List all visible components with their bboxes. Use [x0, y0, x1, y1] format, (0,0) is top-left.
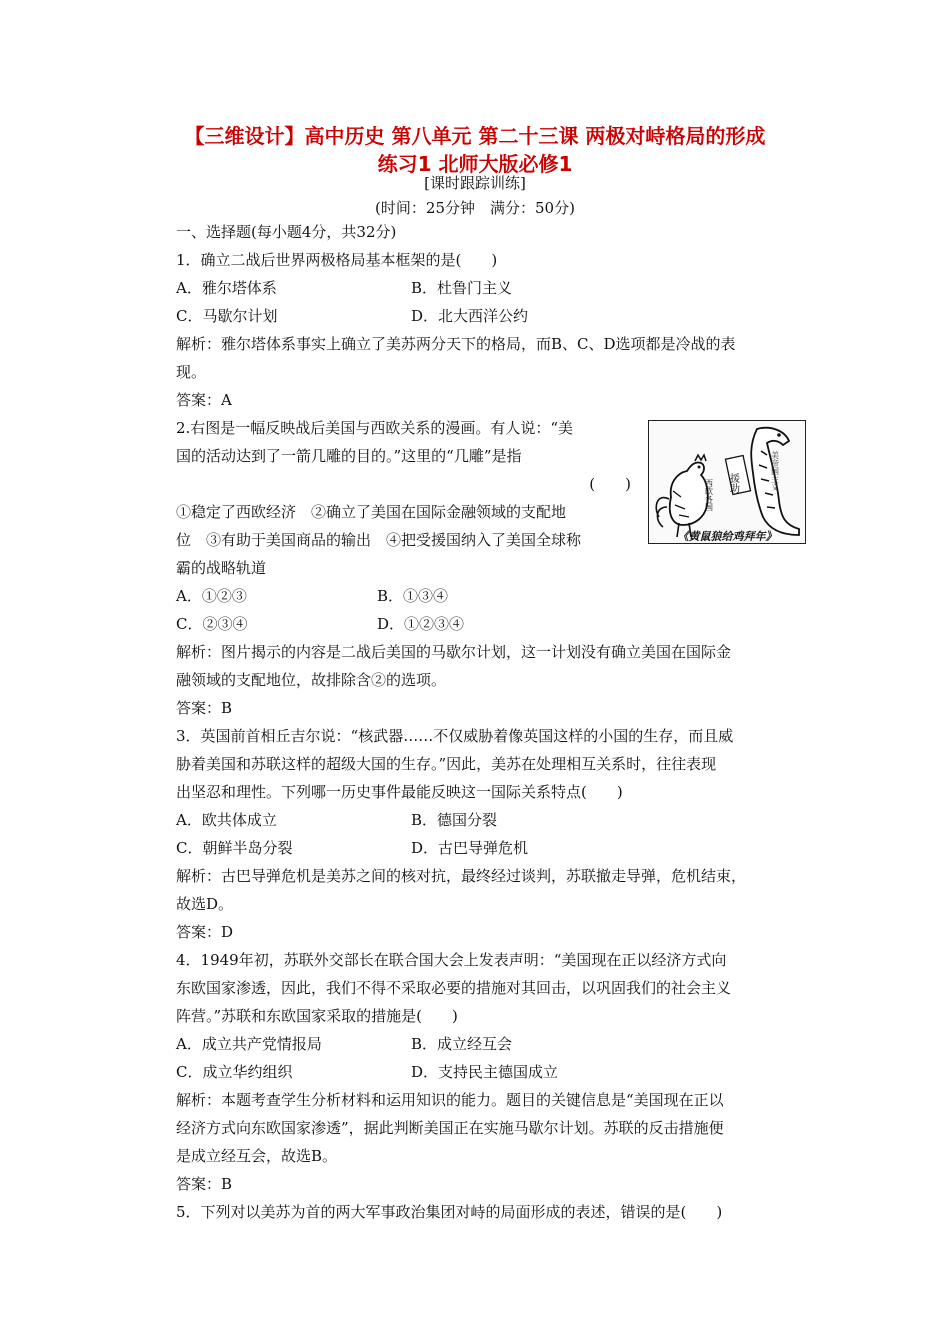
q2-analysis: 解析：图片揭示的内容是二战后美国的马歇尔计划，这一计划没有确立美国在国际金	[176, 643, 732, 661]
q2-options-row1	[176, 582, 816, 610]
q4-option-c: C．成立华约组织	[176, 1063, 293, 1081]
q1-option-b: B．杜鲁门主义	[411, 279, 513, 297]
q3-options-row2	[176, 834, 816, 862]
cartoon-caption: 《黄鼠狼给鸡拜年》	[677, 530, 777, 543]
q2-item-cont2: 霸的战略轨道	[176, 559, 267, 577]
q4-option-d: D．支持民主德国成立	[411, 1063, 559, 1081]
section-heading: 一、选择题(每小题4分，共32分)	[176, 223, 397, 241]
q3-option-a: A．欧共体成立	[176, 811, 277, 829]
doc-title-line2: 练习1 北师大版必修1	[377, 152, 573, 176]
q3-option-c: C．朝鲜半岛分裂	[176, 839, 293, 857]
doc-title-line1: 【三维设计】高中历史 第八单元 第二十三课 两极对峙格局的形成	[184, 124, 766, 148]
q2-analysis-cont: 融领域的支配地位，故排除含②的选项。	[176, 671, 447, 689]
q4-option-b: B．成立经互会	[411, 1035, 513, 1053]
q1-stem: 1．确立二战后世界两极格局基本框架的是( )	[176, 251, 498, 269]
q3-stem: 3．英国前首相丘吉尔说：“核武器……不仅威胁着像英国这样的小国的生存，而且威	[176, 727, 734, 745]
q4-options-row1	[176, 1030, 816, 1058]
q2-option-c: C．②③④	[176, 615, 248, 633]
q1-options-row2	[176, 302, 816, 330]
q2-answer: 答案：B	[176, 699, 233, 717]
q2-item: ①稳定了西欧经济 ②确立了美国在国际金融领域的支配地	[176, 503, 567, 521]
q3-analysis-cont: 故选D。	[176, 895, 234, 913]
cartoon-label-help: 援助	[727, 473, 739, 493]
q3-options-row1	[176, 806, 816, 834]
q4-analysis: 解析：本题考查学生分析材料和运用知识的能力。题目的关键信息是“美国现在正以	[176, 1091, 724, 1109]
q1-option-c: C．马歇尔计划	[176, 307, 278, 325]
q3-stem-cont: 胁着美国和苏联这样的超级大国的生存。”因此，美苏在处理相互关系时，往往表现	[176, 755, 717, 773]
q3-answer: 答案：D	[176, 923, 234, 941]
q2-stem: 2.右图是一幅反映战后美国与西欧关系的漫画。有人说：“美	[176, 419, 573, 437]
q4-answer: 答案：B	[176, 1175, 233, 1193]
q5-stem: 5．下列对以美苏为首的两大军事政治集团对峙的局面形成的表述，错误的是( )	[176, 1203, 723, 1221]
q3-option-b: B．德国分裂	[411, 811, 498, 829]
q4-options-row2	[176, 1058, 816, 1086]
cartoon-label-europe: 西欧各国	[704, 479, 714, 511]
q1-option-a: A．雅尔塔体系	[176, 279, 277, 297]
q2-options-row2	[176, 610, 816, 638]
q3-analysis: 解析：古巴导弹危机是美苏之间的核对抗，最终经过谈判，苏联撤走导弹，危机结束，	[176, 867, 747, 885]
q3-stem-cont2: 出坚忍和理性。下列哪一历史事件最能反映这一国际关系特点( )	[176, 783, 623, 801]
question-body	[176, 218, 816, 1226]
cartoon-image	[648, 420, 806, 544]
cartoon-label-us: 美帝国主义	[770, 451, 780, 491]
q2-option-d: D．①②③④	[377, 615, 465, 633]
q1-analysis: 解析：雅尔塔体系事实上确立了美苏两分天下的格局，而B、C、D选项都是冷战的表	[176, 335, 736, 353]
q2-option-a: A．①②③	[176, 587, 247, 605]
q4-option-a: A．成立共产党情报局	[176, 1035, 322, 1053]
cartoon-drawing	[649, 421, 805, 543]
doc-subtitle: [课时跟踪训练]	[424, 174, 526, 192]
q1-options-row1	[176, 274, 816, 302]
q2-stem-cont: 国的活动达到了一箭几雕的目的。”这里的“几雕”是指	[176, 447, 522, 465]
q3-option-d: D．古巴导弹危机	[411, 839, 529, 857]
q4-analysis-cont: 经济方式向东欧国家渗透”，据此判断美国正在实施马歇尔计划。苏联的反击措施便	[176, 1119, 724, 1137]
q1-analysis-cont: 现。	[176, 363, 207, 381]
q2-option-b: B．①③④	[377, 587, 449, 605]
q4-stem: 4．1949年初，苏联外交部长在联合国大会上发表声明：“美国现在正以经济方式向	[176, 951, 727, 969]
q1-answer: 答案：A	[176, 391, 232, 409]
q4-stem-cont: 东欧国家渗透，因此，我们不得不采取必要的措施对其回击，以巩固我们的社会主义	[176, 979, 732, 997]
time-info: (时间：25分钟 满分：50分)	[375, 199, 575, 217]
q4-analysis-cont2: 是成立经互会，故选B。	[176, 1147, 338, 1165]
q1-option-d: D．北大西洋公约	[411, 307, 529, 325]
q2-answer-paren: ( )	[589, 475, 631, 493]
q4-stem-cont2: 阵营。”苏联和东欧国家采取的措施是( )	[176, 1007, 458, 1025]
q2-item-cont: 位 ③有助于美国商品的输出 ④把受援国纳入了美国全球称	[176, 531, 582, 549]
